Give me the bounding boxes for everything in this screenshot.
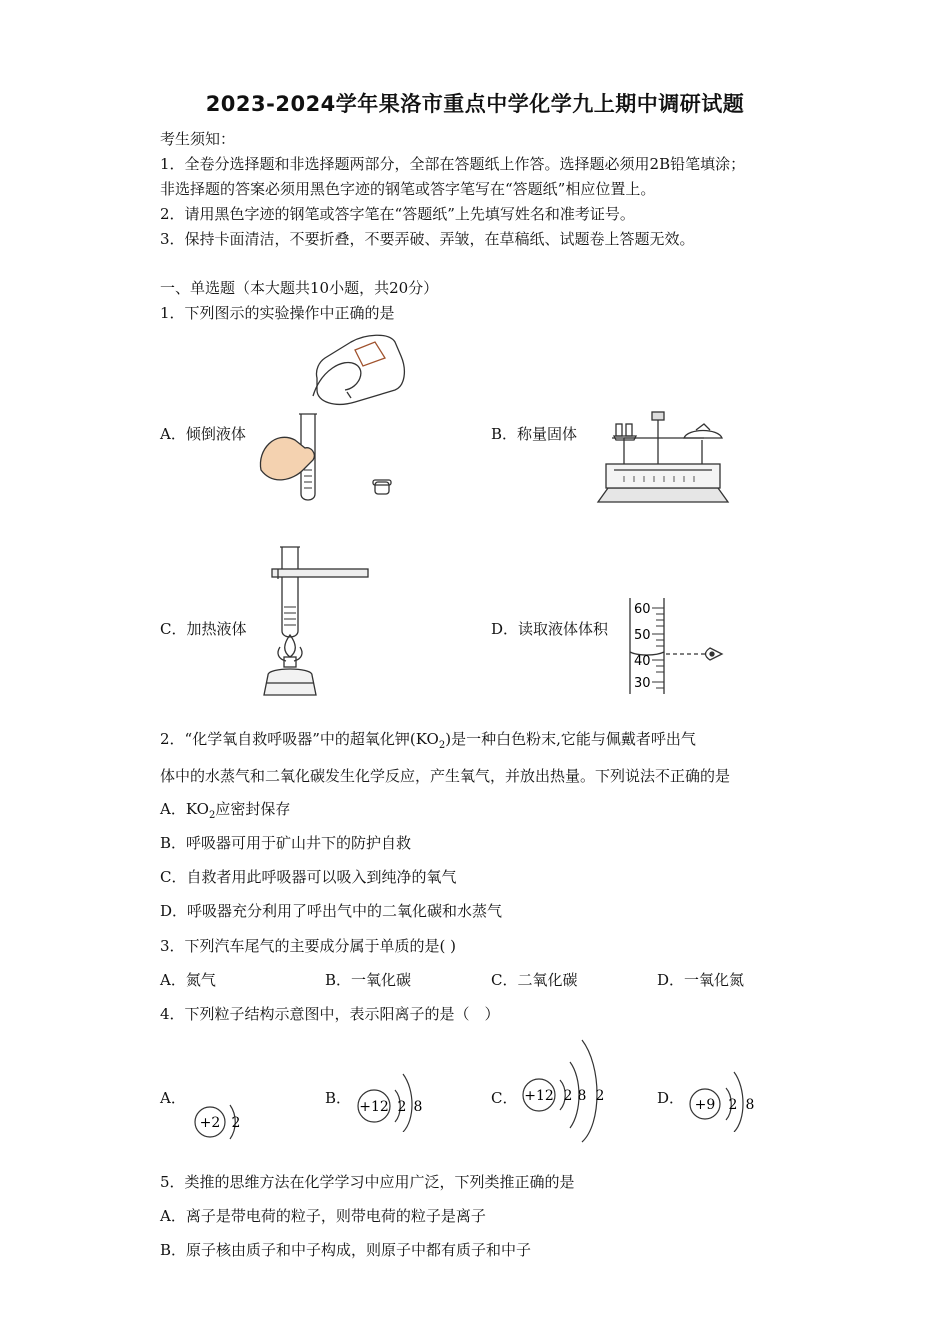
atom-diagram-c	[520, 1036, 612, 1144]
balance-figure	[594, 410, 734, 505]
q3-option-b: B．一氧化碳	[325, 971, 412, 989]
q3-option-d: D．一氧化氮	[657, 971, 745, 989]
graduated-cylinder-figure	[624, 594, 728, 696]
q2-stem-subscript: 2	[438, 740, 446, 751]
atom-b-shell-1: 2	[397, 1099, 407, 1115]
q3-option-c: C．二氧化碳	[491, 971, 578, 989]
notice-heading: 考生须知：	[160, 130, 236, 148]
q2-option-c: C．自救者用此呼吸器可以吸入到纯净的氧气	[160, 868, 457, 886]
q4-stem: 4．下列粒子结构示意图中，表示阳离子的是（ ）	[160, 1005, 500, 1023]
notice-item-1b: 非选择题的答案必须用黑色字迹的钢笔或答字笔写在“答题纸”相应位置上。	[160, 180, 656, 198]
q2-option-b: B．呼吸器可用于矿山井下的防护自救	[160, 834, 412, 852]
atom-c-nucleus: +12	[524, 1088, 554, 1104]
cylinder-tick-30: 30	[634, 676, 651, 691]
q3-option-a: A．氮气	[160, 971, 216, 989]
q4-option-d: D．	[657, 1089, 685, 1107]
pouring-liquid-figure	[255, 330, 415, 505]
atom-diagram-d	[688, 1060, 768, 1132]
q2-stem-line2: 体中的水蒸气和二氧化碳发生化学反应，产生氧气，并放出热量。下列说法不正确的是	[160, 767, 731, 785]
atom-c-shell-3: 2	[595, 1088, 605, 1104]
q2-option-a-subscript: 2	[208, 810, 216, 821]
notice-item-3: 3．保持卡面清洁，不要折叠，不要弄破、弄皱，在草稿纸、试题卷上答题无效。	[160, 230, 695, 248]
atom-diagram-a	[190, 1095, 254, 1145]
atom-c-shell-2: 8	[577, 1088, 587, 1104]
q4-option-b: B．	[325, 1089, 352, 1107]
q1-option-a: A．倾倒液体	[160, 425, 246, 443]
cylinder-tick-60: 60	[634, 602, 651, 617]
q4-option-a: A．	[160, 1089, 186, 1107]
q2-stem-part-b: )是一种白色粉末,它能与佩戴者呼出气	[445, 730, 696, 748]
atom-d-shell-1: 2	[728, 1097, 738, 1113]
atom-a-nucleus: +2	[199, 1115, 221, 1131]
q5-option-b: B．原子核由质子和中子构成，则原子中都有质子和中子	[160, 1241, 532, 1259]
q3-stem: 3．下列汽车尾气的主要成分属于单质的是( )	[160, 937, 457, 955]
atom-d-nucleus: +9	[694, 1097, 716, 1113]
q2-option-a-pre: A．KO	[160, 800, 209, 818]
q4-option-c: C．	[491, 1089, 518, 1107]
q2-stem-line1	[160, 728, 696, 751]
q1-option-b: B．称量固体	[491, 425, 578, 443]
atom-b-nucleus: +12	[359, 1099, 389, 1115]
notice-item-2: 2．请用黑色字迹的钢笔或答字笔在“答题纸”上先填写姓名和准考证号。	[160, 205, 635, 223]
q1-option-c: C．加热液体	[160, 620, 247, 638]
q2-option-a	[160, 798, 290, 821]
q1-option-d: D．读取液体体积	[491, 620, 609, 638]
cylinder-tick-50: 50	[634, 628, 651, 643]
atom-b-shell-2: 8	[413, 1099, 423, 1115]
q1-stem: 1．下列图示的实验操作中正确的是	[160, 304, 395, 322]
section-heading: 一、单选题（本大题共10小题，共20分）	[160, 279, 439, 297]
q5-stem: 5．类推的思维方法在化学学习中应用广泛，下列类推正确的是	[160, 1173, 575, 1191]
heating-liquid-figure	[258, 543, 374, 701]
q2-option-d: D．呼吸器充分利用了呼出气中的二氧化碳和水蒸气	[160, 902, 503, 920]
notice-item-1a: 1．全卷分选择题和非选择题两部分，全部在答题纸上作答。选择题必须用2B铅笔填涂；	[160, 155, 746, 173]
atom-d-shell-2: 8	[745, 1097, 755, 1113]
atom-a-shell-1: 2	[231, 1115, 241, 1131]
cylinder-tick-40: 40	[634, 654, 651, 669]
atom-c-shell-1: 2	[563, 1088, 573, 1104]
q2-option-a-post: 应密封保存	[215, 800, 291, 818]
atom-diagram-b	[355, 1060, 435, 1132]
q2-stem-part-a: 2．“化学氧自救呼吸器”中的超氧化钾(KO	[160, 730, 439, 748]
q5-option-a: A．离子是带电荷的粒子，则带电荷的粒子是离子	[160, 1207, 486, 1225]
page-title: 2023-2024学年果洛市重点中学化学九上期中调研试题	[205, 92, 745, 116]
